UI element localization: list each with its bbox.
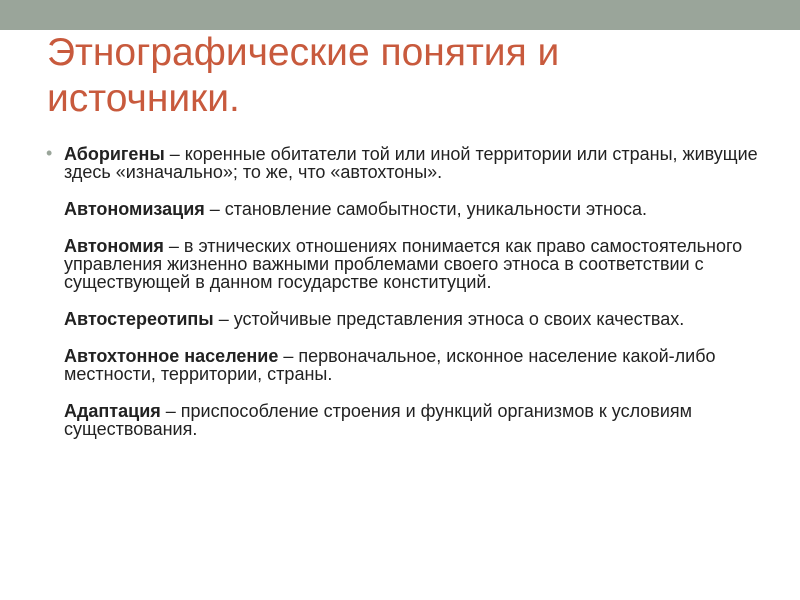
definition-text: – приспособление строения и функций организмов к условиям существования. [64,401,693,439]
definition-item [64,310,764,328]
term: Автономия [64,236,164,256]
definition-text: – в этнических отношениях понимается как право самостоятельного управления жизненно важными проблемами своего этноса в соответствии с существующей в данном государстве конституций. [64,236,743,292]
term: Автохтонное население [64,346,279,366]
definition-item [64,200,764,218]
definition-text: – коренные обитатели той или иной территории или страны, живущие здесь «изначально»; то же, что «автохтоны». [64,144,758,182]
definition-item [64,402,764,438]
definitions-list [46,143,764,457]
term: Адаптация [64,401,161,421]
bullet-icon: • [46,143,53,163]
definition-item [64,347,764,383]
slide-title [47,30,747,122]
title-line-1: Этнографические понятия и [47,31,560,74]
definition-item [64,237,764,291]
title-line-2: источники. [47,77,240,120]
term: Автономизация [64,199,205,219]
term: Автостереотипы [64,309,214,329]
top-accent-bar [0,0,800,30]
term: Аборигены [64,144,165,164]
definition-item [64,145,764,181]
definition-text: – устойчивые представления этноса о своих качествах. [213,309,685,329]
definition-text: – становление самобытности, уникальности этноса. [204,199,647,219]
definition-text: – первоначальное, исконное население какой-либо местности, территории, страны. [64,346,716,384]
